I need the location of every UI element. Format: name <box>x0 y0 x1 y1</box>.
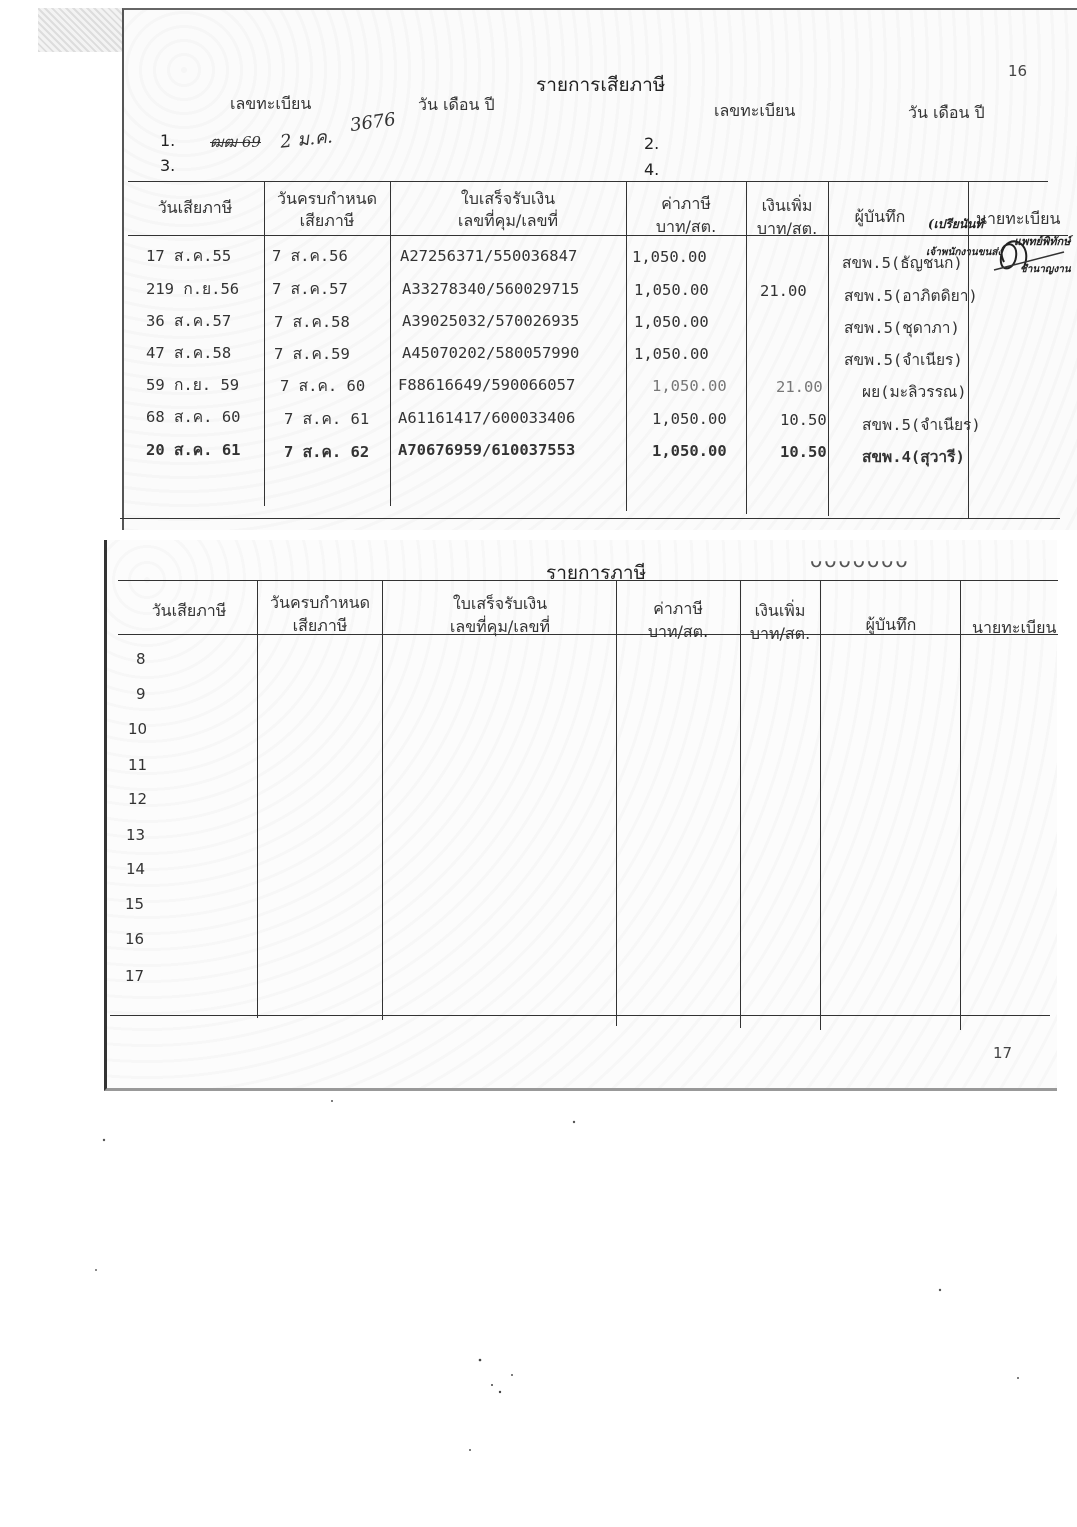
top-col-divider-5 <box>828 181 829 516</box>
row-7-due-date: 7 ส.ค. 62 <box>284 443 370 461</box>
slot-3-label: 3. <box>160 156 176 175</box>
row-3-tax-date: 36 ส.ค.57 <box>146 312 232 330</box>
row-7-extra: 10.50 <box>780 443 827 461</box>
row-5-tax-date: 59 ก.ย. 59 <box>146 376 240 394</box>
slot-1-label: 1. <box>160 131 176 150</box>
bottom-row-number: 12 <box>128 790 148 808</box>
stamp-line-name: (เปรียนันท์ <box>928 217 984 231</box>
top-col-divider-3 <box>626 181 627 511</box>
top-table-rule-bottom <box>120 518 1060 519</box>
top-col-divider-4 <box>746 181 747 514</box>
bottom-row-number: 14 <box>126 860 146 878</box>
row-6-recorder: สขพ.5(จำเนียร) <box>862 416 981 434</box>
reg-label-right: เลขทะเบียน <box>714 101 796 120</box>
row-6-due-date: 7 ส.ค. 61 <box>284 410 370 428</box>
top-header-registrar: นายทะเบียน <box>976 209 1061 228</box>
row-4-tax-date: 47 ส.ค.58 <box>146 344 232 362</box>
bottom-row-number: 15 <box>125 895 145 913</box>
row-6-extra: 10.50 <box>780 411 827 429</box>
bottom-row-number: 8 <box>136 650 146 668</box>
bottom-header-tax-2: บาท/สต. <box>647 622 709 641</box>
row-2-tax: 1,050.00 <box>634 281 709 299</box>
page-number-top: 16 <box>1008 62 1028 80</box>
bottom-row-number: 13 <box>126 826 146 844</box>
bottom-header-tax-1: ค่าภาษี <box>653 599 703 618</box>
bottom-header-due-1: วันครบกำหนด <box>270 593 370 612</box>
page-title-bottom: รายการภาษี <box>546 562 647 584</box>
row-1-recorder: สขพ.5(ธัญชนก) <box>842 254 963 272</box>
stamp-line-level: ชำนาญงาน <box>1020 264 1071 275</box>
row-7-recorder: สขพ.4(สุวารี) <box>862 448 965 466</box>
top-header-tax-date: วันเสียภาษี <box>157 198 233 217</box>
bottom-table-rule-bottom <box>110 1015 1050 1016</box>
top-table-rule-top <box>128 181 1048 182</box>
slot-2-label: 2. <box>644 134 660 153</box>
top-header-extra-1: เงินเพิ่ม <box>761 196 813 215</box>
bottom-row-number: 17 <box>125 967 145 985</box>
bottom-header-tax-date: วันเสียภาษี <box>151 601 227 620</box>
row-1-due-date: 7 ส.ค.56 <box>272 247 348 265</box>
bottom-row-number: 11 <box>128 756 148 774</box>
reg-label-left: เลขทะเบียน <box>230 94 312 113</box>
top-header-due-1: วันครบกำหนด <box>277 189 377 208</box>
stamp-line-position: เจ้าพนักงานขนส่ง <box>926 247 1003 258</box>
row-7-tax-date: 20 ส.ค. 61 <box>146 441 241 459</box>
row-1-tax-date: 17 ส.ค.55 <box>146 247 232 265</box>
top-header-recorder: ผู้บันทึก <box>854 207 906 226</box>
top-header-receipt-2: เลขที่คุม/เลขที่ <box>457 211 559 230</box>
bottom-col-divider-4 <box>740 580 741 1028</box>
row-5-recorder: ผย(มะลิวรรณ) <box>862 383 967 401</box>
row-1-receipt: A27256371/550036847 <box>400 247 578 265</box>
row-5-tax: 1,050.00 <box>652 377 727 395</box>
bottom-serial-fragment: ᴗᴗᴗᴗᴗᴗᴗ <box>810 548 910 572</box>
row-6-tax-date: 68 ส.ค. 60 <box>146 408 241 426</box>
bottom-col-divider-5 <box>820 580 821 1030</box>
row-4-recorder: สขพ.5(จำเนียร) <box>844 351 963 369</box>
date-label-left: วัน เดือน ปี <box>418 95 495 114</box>
top-header-tax-2: บาท/สต. <box>655 217 717 236</box>
bottom-header-registrar: นายทะเบียน <box>972 618 1057 637</box>
row-5-due-date: 7 ส.ค. 60 <box>280 377 366 395</box>
row-2-receipt: A33278340/560029715 <box>402 280 580 298</box>
row-2-extra: 21.00 <box>760 282 807 300</box>
page-title-top: รายการเสียภาษี <box>536 74 666 96</box>
top-header-tax-1: ค่าภาษี <box>661 194 711 213</box>
bottom-header-recorder: ผู้บันทึก <box>865 615 917 634</box>
row-2-tax-date: 219 ก.ย.56 <box>146 280 240 298</box>
top-col-divider-1 <box>264 181 265 506</box>
bottom-header-extra-1: เงินเพิ่ม <box>754 601 806 620</box>
bottom-col-divider-3 <box>616 580 617 1026</box>
scan-corner-noise <box>38 8 130 52</box>
date-label-right: วัน เดือน ปี <box>908 103 985 122</box>
bottom-header-receipt-1: ใบเสร็จรับเงิน <box>452 594 548 613</box>
row-4-tax: 1,050.00 <box>634 345 709 363</box>
row-4-receipt: A45070202/580057990 <box>402 344 580 362</box>
row-3-tax: 1,050.00 <box>634 313 709 331</box>
top-col-divider-2 <box>390 181 391 506</box>
row-5-extra: 21.00 <box>776 378 823 396</box>
row-4-due-date: 7 ส.ค.59 <box>274 345 350 363</box>
row-7-receipt: A70676959/610037553 <box>398 441 576 459</box>
bottom-table-rule-top <box>118 580 1058 581</box>
row-7-tax: 1,050.00 <box>652 442 727 460</box>
slot-4-label: 4. <box>644 160 660 179</box>
row-2-recorder: สขพ.5(อาภิตดิยา) <box>844 287 978 305</box>
top-header-extra-2: บาท/สต. <box>756 219 818 238</box>
bottom-col-divider-2 <box>382 580 383 1020</box>
bottom-header-receipt-2: เลขที่คุม/เลขที่ <box>449 617 551 636</box>
bottom-col-divider-6 <box>960 580 961 1030</box>
bottom-col-divider-1 <box>257 580 258 1018</box>
page-number-bottom: 17 <box>993 1044 1013 1062</box>
row-5-receipt: F88616649/590066057 <box>398 376 576 394</box>
slot-1-handwritten-date: 2 ม.ค. <box>279 126 334 153</box>
row-6-receipt: A61161417/600033406 <box>398 409 576 427</box>
stamp-line-surname: แพทย์พิทักษ์ <box>1014 235 1071 248</box>
row-3-due-date: 7 ส.ค.58 <box>274 313 350 331</box>
slot-1-handwritten-number: 3676 <box>348 108 398 137</box>
bottom-row-number: 16 <box>125 930 145 948</box>
row-6-tax: 1,050.00 <box>652 410 727 428</box>
row-3-recorder: สขพ.5(ชุดาภา) <box>844 319 960 337</box>
bottom-header-extra-2: บาท/สต. <box>749 624 811 643</box>
row-1-tax: 1,050.00 <box>632 248 707 266</box>
bottom-header-due-2: เสียภาษี <box>292 616 348 635</box>
row-2-due-date: 7 ส.ค.57 <box>272 280 348 298</box>
bottom-row-number: 9 <box>136 685 146 703</box>
slot-1-handwritten-plate: ฒฒ 69 <box>210 133 261 151</box>
top-header-due-2: เสียภาษี <box>299 211 355 230</box>
bottom-row-number: 10 <box>128 720 148 738</box>
top-header-receipt-1: ใบเสร็จรับเงิน <box>460 189 556 208</box>
row-3-receipt: A39025032/570026935 <box>402 312 580 330</box>
